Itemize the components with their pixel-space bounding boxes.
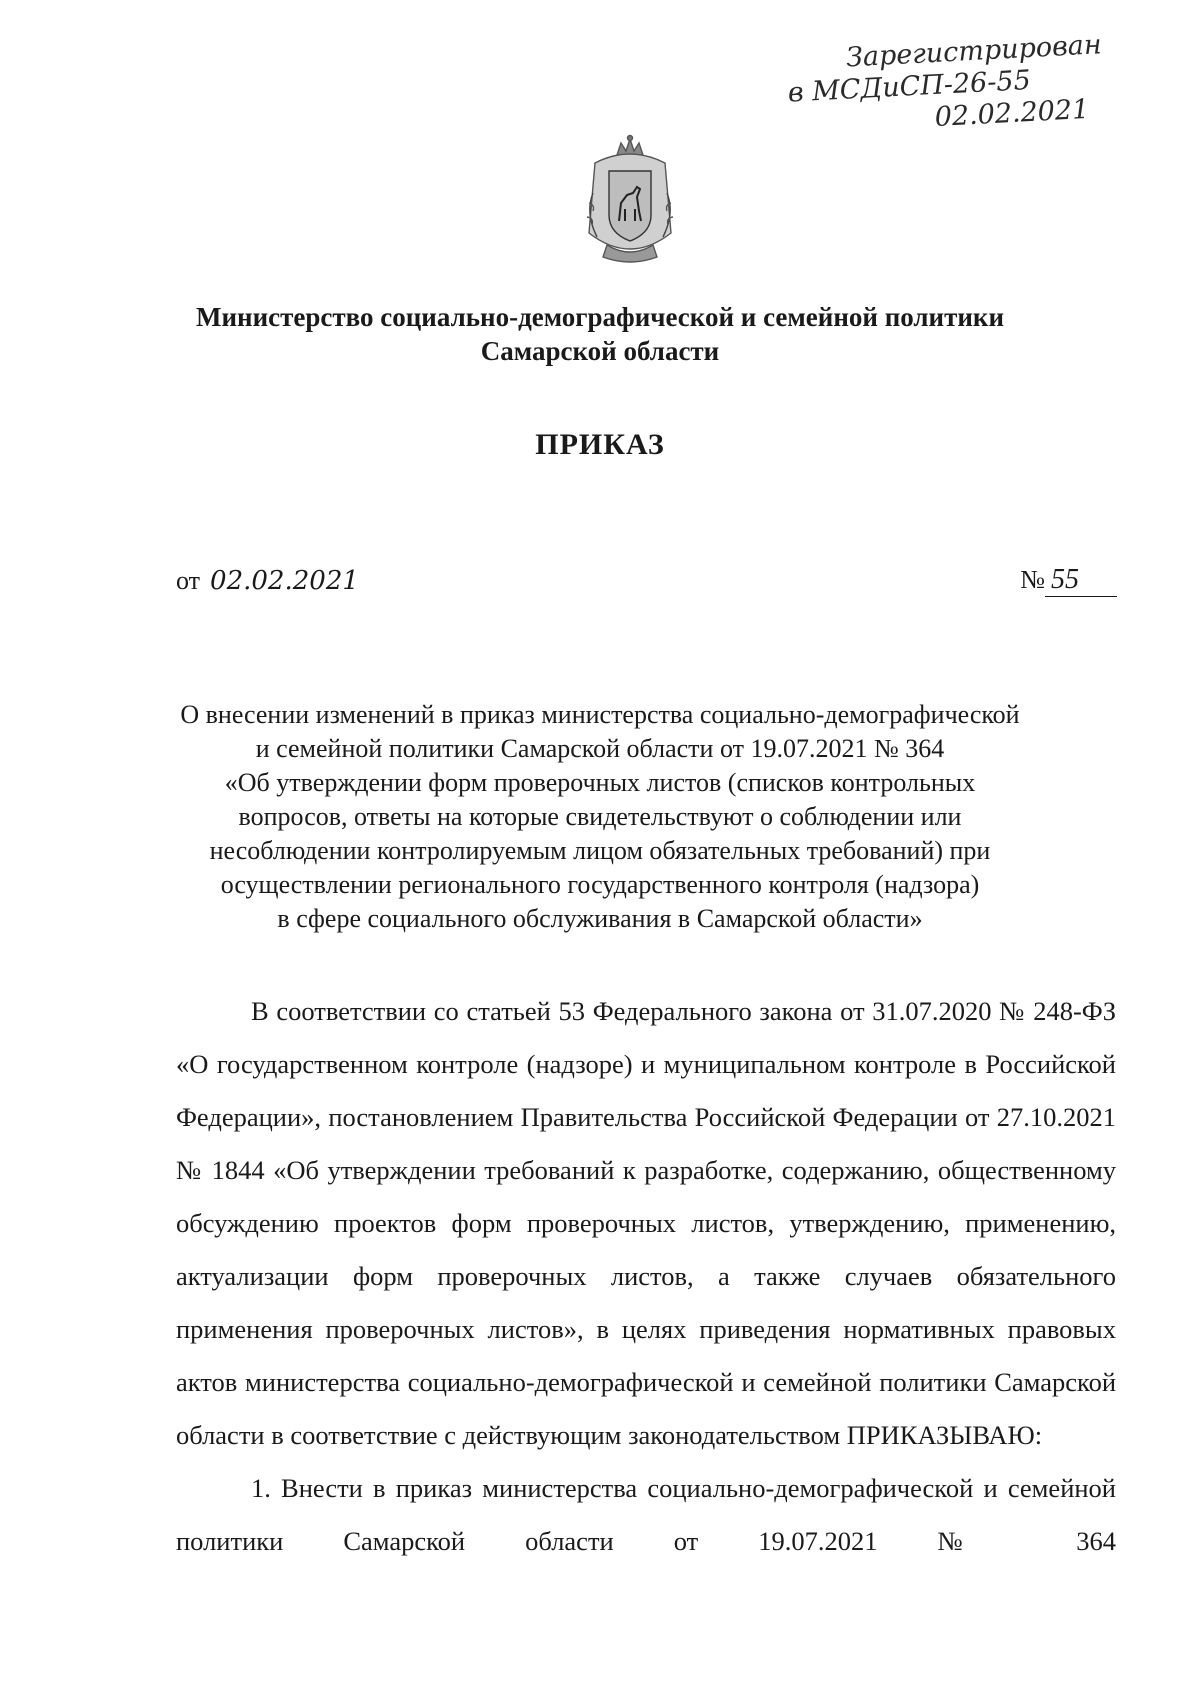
ministry-name-line1: Министерство социально-демографической и семейной политики [195, 302, 1005, 332]
order-number [1020, 564, 1117, 597]
number-value: 55 [1045, 564, 1117, 597]
date-value: 02.02.2021 [210, 566, 359, 596]
subject-line: вопросов, ответы на которые свидетельствуют о соблюдении или [238, 802, 962, 831]
body-paragraph-item-1: 1. Внести в приказ министерства социально-демографической и семейной политики Самарской области от 19.07.2021 № 364 [176, 1473, 1116, 1556]
registration-note-line3: 02.02.2021 [933, 93, 1090, 133]
date-label: от [176, 566, 201, 595]
subject-line: несоблюдении контролируемым лицом обязательных требований) при [209, 836, 991, 865]
coat-of-arms-icon [577, 133, 683, 268]
order-body [176, 985, 1116, 1568]
registration-note-line1: Зарегистрирован [845, 29, 1103, 74]
number-label: № [1020, 565, 1045, 594]
body-paragraph-preamble: В соответствии со статьей 53 Федерального закона от 31.07.2020 № 248-ФЗ «О государственном контроле (надзоре) и муниципальном контроле в Российской Федерации», постановлением Правительства Российской Федерации от 27.10.2021 № 1844 «Об утверждении требований к разработке, содержанию, общественному обсуждению проектов форм проверочных листов, утверждению, применению, актуализации форм проверочных листов, а также случаев обязательного применения проверочных листов», в целях приведения нормативных правовых актов министерства социально-демографической и семейной политики Самарской области в соответствие с действующим законодательством ПРИКАЗЫВАЮ: [176, 996, 1116, 1450]
order-subject [120, 698, 1080, 936]
subject-line: и семейной политики Самарской области от 19.07.2021 № 364 [255, 734, 945, 763]
subject-line: «Об утверждении форм проверочных листов (списков контрольных [224, 768, 976, 797]
registration-note-line2: в МСДиСП-26-55 [787, 64, 1032, 109]
document-title: ПРИКАЗ [535, 428, 665, 461]
subject-line: О внесении изменений в приказ министерства социально-демографической [180, 700, 1020, 729]
ministry-name-line2: Самарской области [480, 336, 720, 366]
registration-note [785, 29, 1103, 142]
subject-line: осуществлении регионального государственного контроля (надзора) [220, 870, 980, 899]
subject-line: в сфере социального обслуживания в Самарской области» [277, 904, 923, 933]
ministry-name [0, 300, 1200, 368]
order-date [176, 566, 359, 596]
